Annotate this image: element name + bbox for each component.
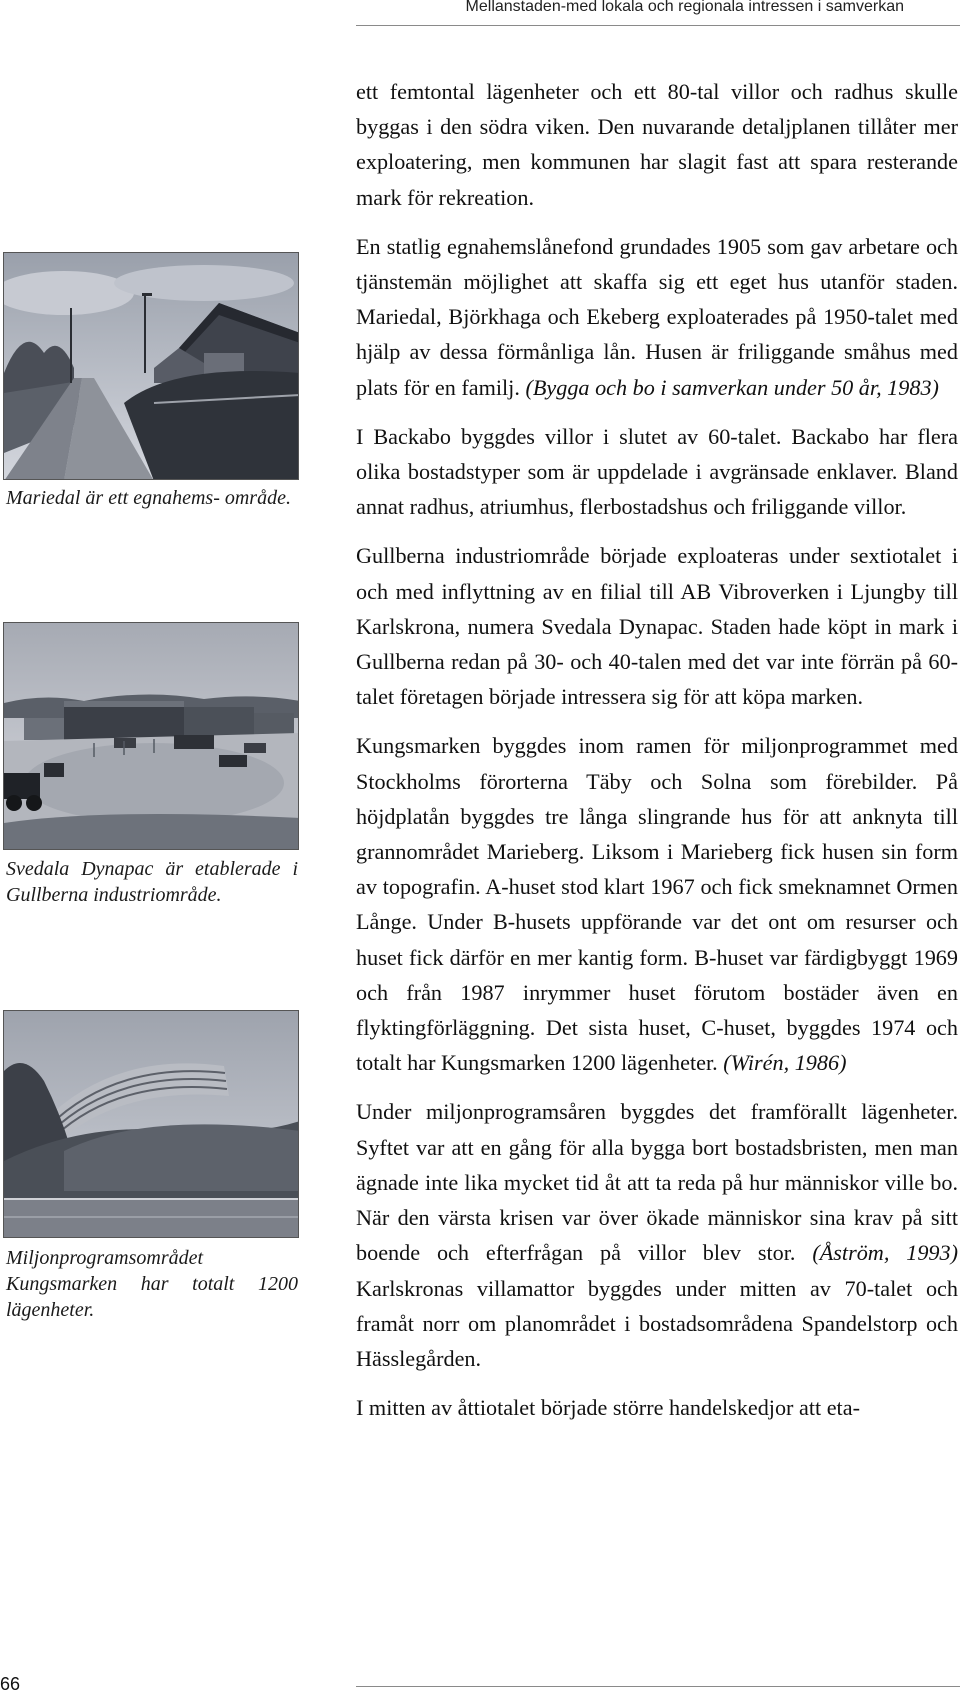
citation: (Åström, 1993) <box>812 1240 959 1266</box>
paragraph <box>356 538 958 714</box>
caption-svedala-dynapac: Svedala Dynapac är etablerade i Gullberna industriområde. <box>6 858 298 906</box>
paragraph-text: Under miljonprogramsåren byggdes det framförallt lägenheter. Syftet var att en gång för alla bygga bort bostadsbristen, men man ägnade inte lika mycket tid åt att ta reda på hur människor ville bo. När den värsta krisen var över ökade människor sina krav på sitt boende och efterfrågan på villor blev stor. <box>356 1099 958 1266</box>
paragraph-text: Kungsmarken byggdes inom ramen för miljonprogrammet med Stockholms förorterna Täby och Solna som förebilder. På höjdplatån byggdes tre långa slingrande hus för att anknyta till grannområdet Marieberg. Liksom i Marieberg fick husen sin form av topografin. A-huset stod klart 1967 och fick smeknamnet Ormen Långe. Under B-husets uppförande var det ont om resurser och huset fick därför en mer kantig form. B-huset var färdigbyggt 1969 och från 1987 inrymmer huset förutom bostäder även en flyktingförläggning. Det sista huset, C-huset, byggdes 1974 och totalt har Kungsmarken 1200 lägenheter. <box>356 733 958 1076</box>
footer-rule <box>356 1686 960 1687</box>
body-text-column <box>356 74 958 1439</box>
paragraph <box>356 728 958 1080</box>
citation: (Bygga och bo i samverkan under 50 år, 1983) <box>525 374 939 400</box>
running-header: Mellanstaden-med lokala och regionala intressen i samverkan <box>356 0 960 26</box>
paragraph-text: En statlig egnahemslånefond grundades 1905 som gav arbetare och tjänstemän möjlighet att skaffa sig ett eget hus utanför staden. Mariedal, Björkhaga och Ekeberg exploaterades på 1950-talet med hjälp av dessa förmånliga lån. Husen är friliggande småhus med plats för en familj. <box>356 233 958 400</box>
paragraph <box>356 1390 958 1425</box>
caption-kungsmarken: Miljonprogramsområdet Kungsmarken har totalt 1200 lägenheter. <box>6 1247 298 1321</box>
caption-mariedal: Mariedal är ett egnahems- område. <box>6 487 291 509</box>
paragraph-text: ett femtontal lägenheter och ett 80-tal villor och radhus skulle byggas i den södra viken. Den nuvarande detaljplanen tillåter mer exploatering, men kommunen har slagit fast att spara resterande mark för rekreation. <box>356 79 958 210</box>
paragraph <box>356 74 958 215</box>
paragraph <box>356 419 958 525</box>
paragraph-text: I mitten av åttiotalet började större handelskedjor att eta- <box>356 1395 860 1421</box>
paragraph <box>356 1094 958 1376</box>
photo-mariedal <box>3 252 299 480</box>
paragraph-text: I Backabo byggdes villor i slutet av 60-talet. Backabo har flera olika bostadstyper som är uppdelade i avgränsade enklaver. Bland annat radhus, atriumhus, flerbostadshus och friliggande villor. <box>356 423 958 520</box>
photo-svedala-dynapac <box>3 622 299 850</box>
citation: (Wirén, 1986) <box>723 1050 847 1076</box>
page-number: 66 <box>0 1674 21 1694</box>
photo-kungsmarken <box>3 1010 299 1238</box>
paragraph-text: Karlskronas villamattor byggdes under mitten av 70-talet och framåt norr om planområdet i bostadsområdena Spandelstorp och Hässlegården. <box>356 1275 958 1371</box>
paragraph <box>356 229 958 405</box>
paragraph-text: Gullberna industriområde började exploateras under sextiotalet i och med inflyttning av en filial till AB Vibroverken i Ljungby till Karlskrona, numera Svedala Dynapac. Staden hade köpt in mark i Gullberna redan på 30- och 40-talen med det var inte förrän på 60-talet företagen började intressera sig för att köpa marken. <box>356 543 958 710</box>
